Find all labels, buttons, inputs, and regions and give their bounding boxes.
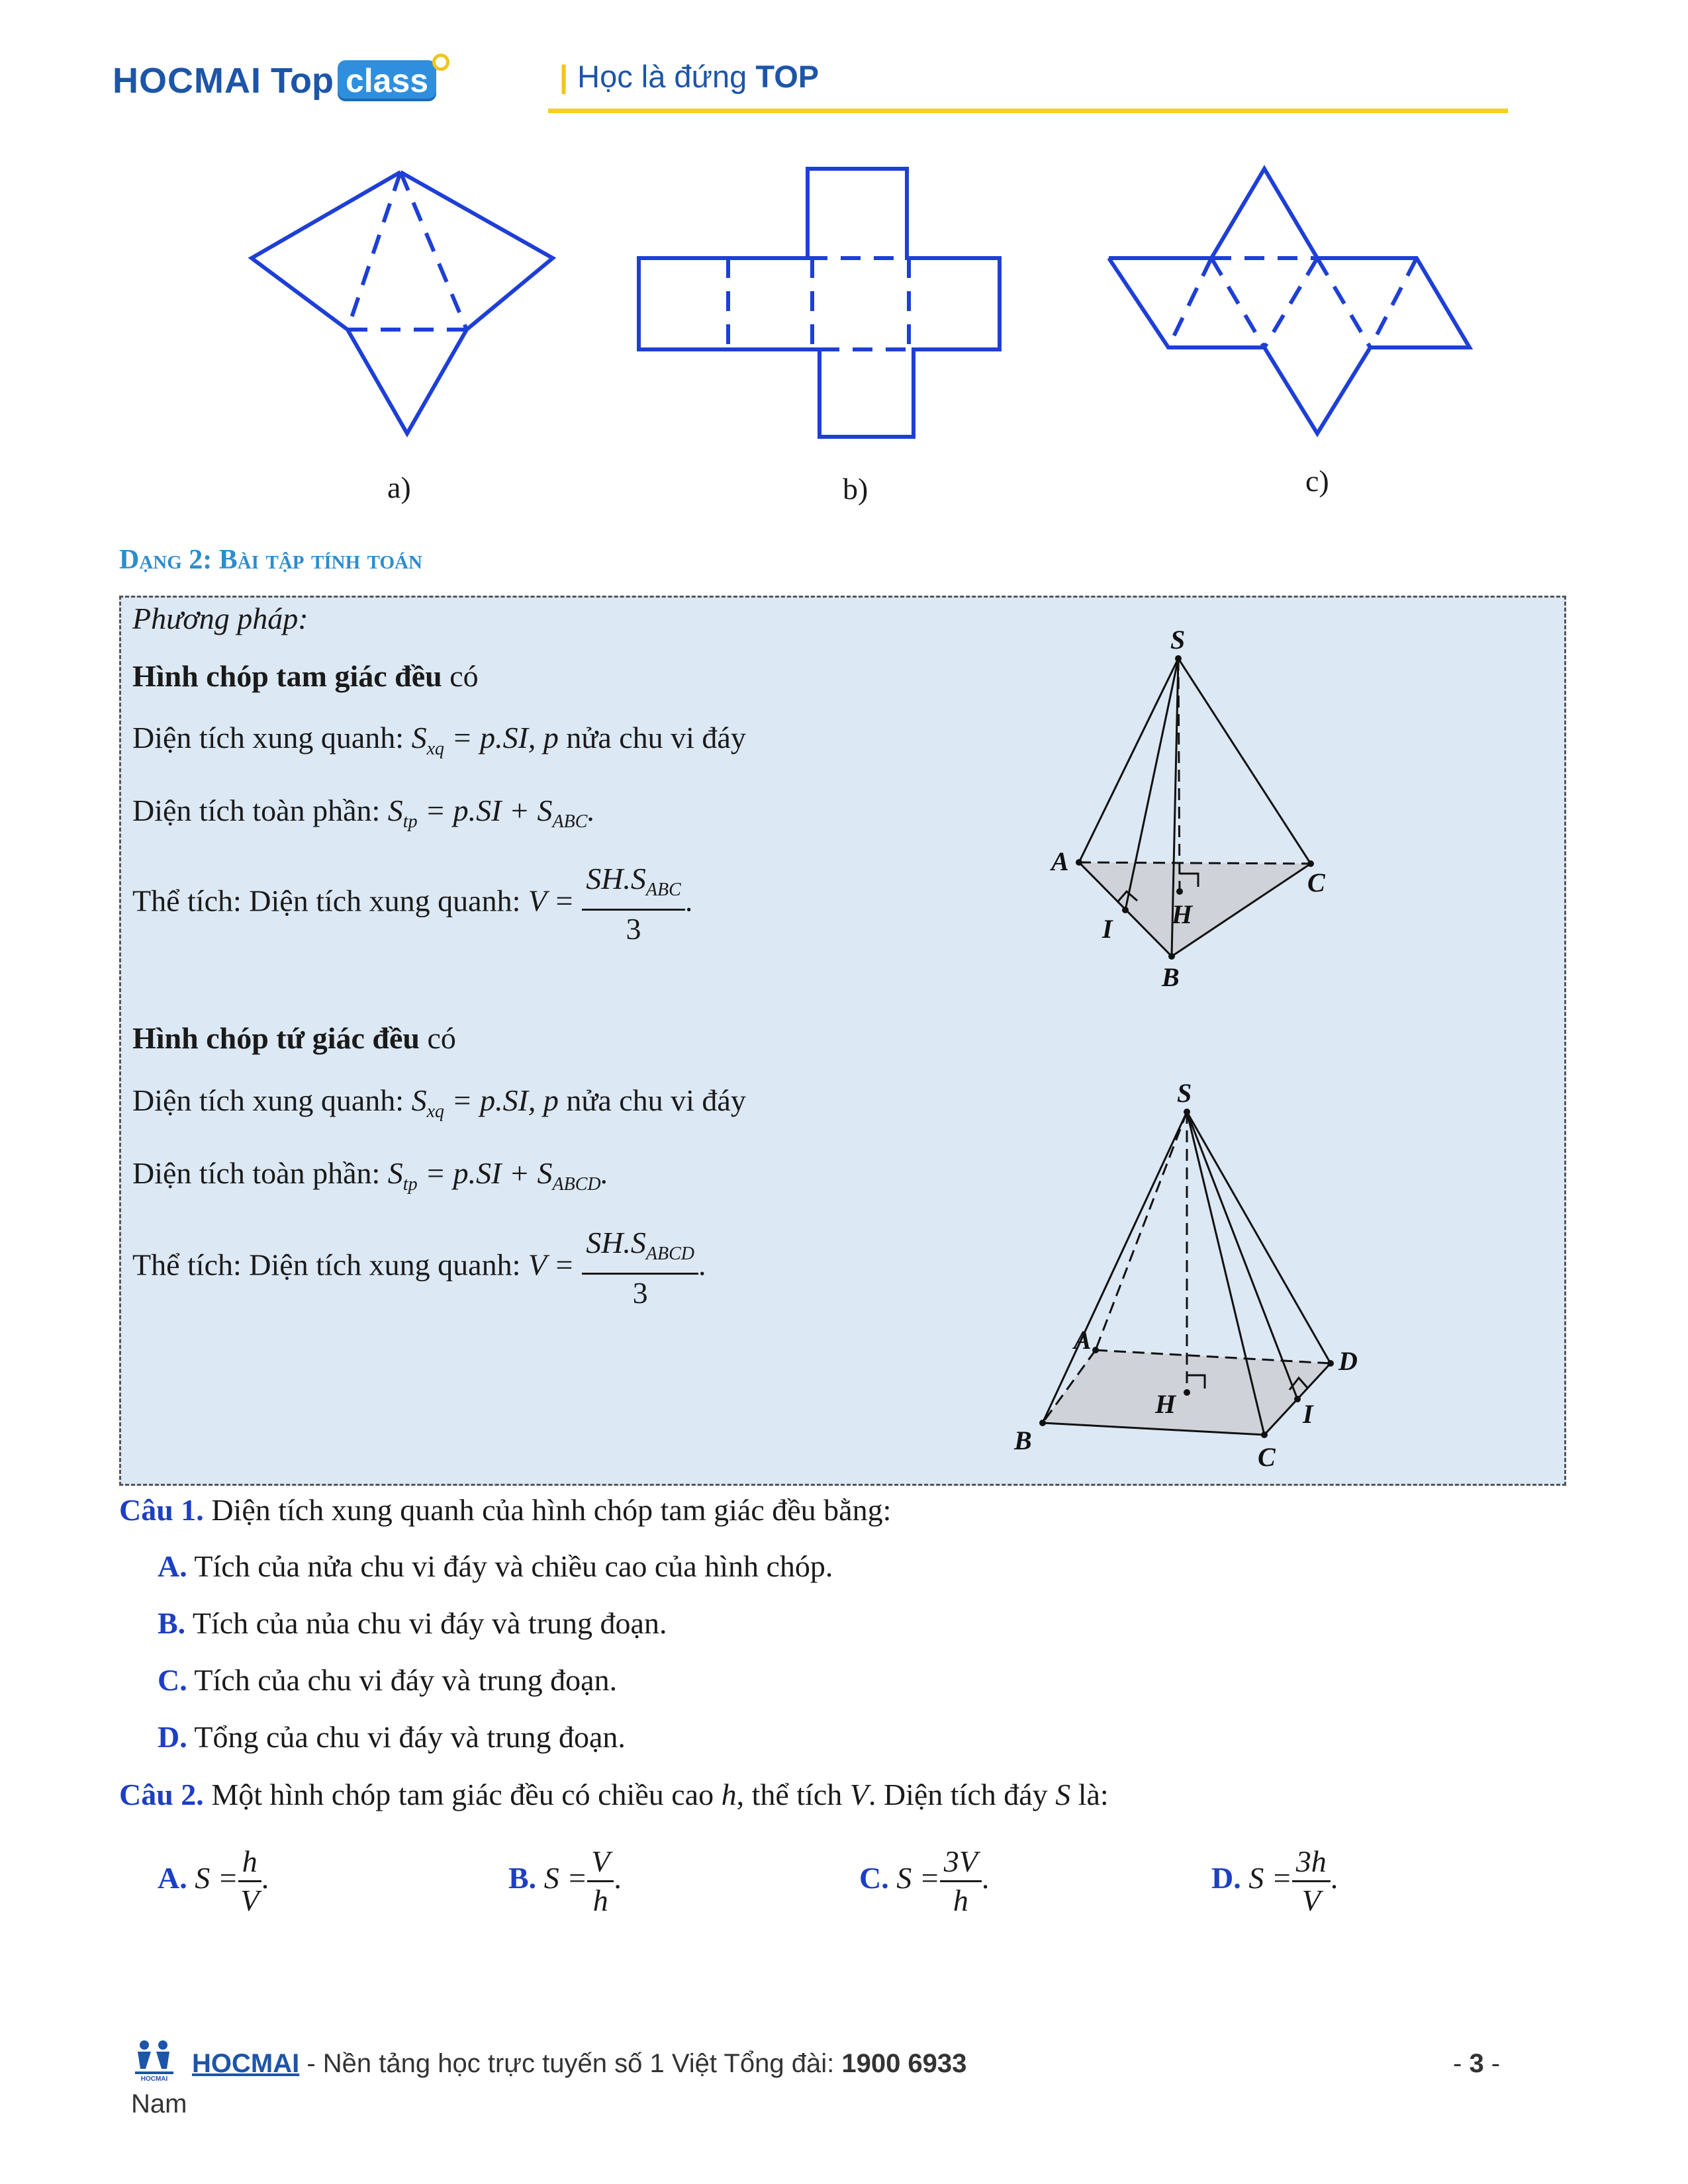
slogan-bold: TOP — [755, 59, 820, 94]
triangular-pyramid-figure — [1039, 619, 1357, 989]
tri-base-face — [1079, 862, 1311, 956]
edge-SA2 — [1096, 1112, 1187, 1350]
quad-stp-formula: $S_{tp} = p.SI + S_{ABCD}$. — [387, 1156, 609, 1195]
q2-option-b-den: h — [592, 1884, 608, 1917]
tri-sxq-tail: nửa chu vi đáy — [558, 721, 746, 754]
logo-class: class — [338, 60, 436, 101]
figure-a-fold-2 — [400, 172, 467, 330]
q2-option-d[interactable]: D. S = $\frac{3h}{V}$ . — [1211, 1843, 1338, 1919]
figure-c-fold-2 — [1168, 258, 1211, 347]
quad-stp-line — [132, 1156, 608, 1195]
quad-vol-fraction — [582, 1224, 698, 1312]
quad-stp-label: Diện tích toàn phần: — [132, 1156, 388, 1190]
figure-a-net — [238, 159, 569, 443]
quad-vol-line: Thể tích: Diện tích xung quanh: V = $\frac{SH.S_{ABCD}}{3}$ . — [132, 1224, 706, 1312]
q2-option-b-key: B. — [508, 1861, 537, 1895]
fig2-label-D: D — [1338, 1346, 1358, 1376]
quad-vol-label: Thể tích: Diện tích xung quanh: — [132, 1248, 528, 1282]
q2-text-b: , thể tích — [736, 1778, 850, 1811]
figure-c-label: c) — [1305, 464, 1329, 498]
q2-option-d-fraction — [1292, 1843, 1331, 1919]
quad-title-rest: có — [420, 1021, 456, 1055]
footer-tagline: - Nền tảng học trực tuyến số 1 Việt Tổng đài: — [299, 2049, 842, 2078]
fig2-label-A: A — [1074, 1325, 1092, 1355]
figure-a-fold-1 — [348, 172, 400, 330]
figure-c-fold-6 — [1370, 258, 1417, 347]
edge-SI2 — [1187, 1112, 1297, 1399]
tri-vol-label: Thể tích: Diện tích xung quanh: — [132, 884, 528, 918]
quad-stp-sub: ABCD — [552, 1174, 601, 1195]
q2-option-d-key: D. — [1211, 1861, 1241, 1895]
footer-text — [192, 2049, 966, 2079]
figure-c-net — [1102, 162, 1486, 440]
q2-text-c: . Diện tích đáy — [868, 1778, 1056, 1811]
quad-sxq-tail: nửa chu vi đáy — [558, 1083, 746, 1117]
tri-vol-line: Thể tích: Diện tích xung quanh: V = $\frac{SH.S_{ABC}}{3}$ . — [132, 860, 692, 948]
fig2-label-S: S — [1177, 1078, 1192, 1108]
q2-text-a: Một hình chóp tam giác đều có chiều cao — [203, 1778, 722, 1811]
figure-c-outline — [1109, 169, 1470, 433]
page-number: - 3 - — [1453, 2049, 1501, 2078]
q2-option-b-fraction — [587, 1843, 614, 1919]
q2-option-b[interactable]: B. S = $\frac{V}{h}$ . — [508, 1843, 622, 1919]
edge-SC — [1178, 659, 1311, 864]
q1-option-b-key: B. — [158, 1606, 186, 1640]
page-number-value: 3 — [1469, 2049, 1484, 2078]
tri-sxq-formula: $S_{xq} = p.SI$, p — [411, 721, 559, 760]
quad-vol-den: 3 — [632, 1276, 648, 1310]
footer-brand-link[interactable]: HOCMAI — [192, 2049, 300, 2078]
q1-stem — [119, 1492, 891, 1527]
q1-option-d-text: Tổng của chu vi đáy và trung đoạn. — [187, 1720, 626, 1754]
q2-option-c-key: C. — [859, 1861, 889, 1895]
tri-title-rest: có — [442, 659, 479, 693]
tri-stp-formula: $S_{tp} = p.SI + S_{ABC}$. — [387, 794, 595, 833]
quad-vol-sub: ABCD — [645, 1244, 695, 1265]
slogan-bar-icon: | — [559, 59, 569, 94]
fig1-label-H: H — [1172, 899, 1193, 929]
q1-option-b-text: Tích của nủa chu vi đáy và trung đoạn. — [185, 1606, 667, 1640]
q2-option-a-fraction — [238, 1843, 261, 1919]
section-title: Dạng 2: Bài tập tính toán — [119, 545, 422, 575]
tri-title — [132, 659, 479, 694]
footer-logo-caption: HOCMAI — [140, 2075, 168, 2083]
edge-SA — [1079, 659, 1178, 862]
q1-option-c-key: C. — [158, 1663, 187, 1697]
q2-text-d: là: — [1070, 1778, 1109, 1811]
quad-title — [132, 1021, 456, 1056]
q2-number: Câu 2. — [119, 1778, 204, 1811]
tri-stp-sub: ABC — [552, 811, 588, 833]
figure-c-fold-3 — [1211, 258, 1264, 347]
sun-icon — [432, 54, 449, 71]
q2-option-d-den: V — [1301, 1884, 1321, 1917]
q2-option-c-num: 3V — [940, 1843, 982, 1882]
q2-option-c-den: h — [953, 1884, 968, 1917]
brand-logo — [113, 54, 449, 107]
quad-sxq-formula: $S_{xq} = p.SI$, p — [411, 1083, 559, 1122]
q2-option-a[interactable]: A. S = $\frac{h}{V}$ . — [158, 1843, 269, 1919]
tri-stp-label: Diện tích toàn phần: — [132, 794, 388, 827]
q2-option-c[interactable]: C. S = $\frac{3V}{h}$ . — [859, 1843, 989, 1919]
q1-option-b[interactable] — [158, 1606, 667, 1641]
q1-option-d[interactable] — [158, 1719, 626, 1754]
tri-sxq-line — [132, 720, 746, 760]
figure-b-outline — [639, 169, 1000, 437]
tri-vol-lhs: V = — [528, 884, 583, 918]
tri-vol-den: 3 — [626, 912, 641, 946]
tri-vol-fraction — [582, 860, 685, 948]
square-pyramid-figure — [1000, 1072, 1410, 1482]
q2-option-a-key: A. — [158, 1861, 187, 1895]
logo-top: Top — [270, 61, 334, 101]
tri-vol-sub: ABC — [645, 880, 681, 901]
figure-c-fold-4 — [1264, 258, 1317, 347]
quad-vol-num: SH.S — [586, 1226, 646, 1259]
fig1-label-A: A — [1051, 846, 1069, 876]
q1-option-c[interactable] — [158, 1662, 617, 1698]
q1-option-a[interactable] — [158, 1549, 833, 1584]
q2-option-c-fraction — [940, 1843, 982, 1919]
fig1-label-B: B — [1162, 962, 1180, 989]
q1-option-c-text: Tích của chu vi đáy và trung đoạn. — [187, 1663, 618, 1697]
slogan-prefix: Học là đứng — [577, 59, 756, 94]
q2-option-a-den: V — [240, 1884, 259, 1917]
tri-sxq-label: Diện tích xung quanh: — [132, 721, 412, 754]
edge-SD2 — [1187, 1112, 1331, 1363]
header-divider — [548, 109, 1508, 113]
hocmai-footer-icon — [131, 2037, 177, 2083]
q2-option-b-num: V — [587, 1843, 614, 1882]
quad-sxq-label: Diện tích xung quanh: — [132, 1083, 412, 1117]
q1-number: Câu 1. — [119, 1493, 204, 1527]
fig1-label-C: C — [1307, 868, 1325, 897]
q2-option-a-num: h — [238, 1843, 261, 1882]
figure-a-label: a) — [387, 471, 411, 504]
tri-vol-num: SH.S — [586, 862, 646, 895]
fig2-label-I: I — [1303, 1399, 1313, 1429]
figure-c-fold-5 — [1317, 258, 1370, 347]
tri-title-bold: Hình chóp tam giác đều — [132, 659, 442, 693]
q1-option-a-key: A. — [158, 1549, 187, 1583]
fig1-label-S: S — [1170, 625, 1186, 655]
q2-option-d-num: 3h — [1292, 1843, 1331, 1882]
figure-b-label: b) — [843, 472, 868, 506]
q1-option-a-text: Tích của nửa chu vi đáy và chiều cao của hình chóp. — [187, 1549, 833, 1583]
quad-title-bold: Hình chóp tứ giác đều — [132, 1021, 420, 1055]
figure-a-outline — [252, 172, 553, 433]
quad-vol-lhs: V = — [528, 1248, 583, 1282]
header-slogan — [559, 58, 819, 95]
fig1-label-I: I — [1102, 914, 1113, 944]
figure-b-net — [632, 162, 1016, 447]
q2-var-s: S — [1055, 1778, 1071, 1811]
fig2-label-B: B — [1014, 1426, 1032, 1455]
fig2-label-C: C — [1258, 1442, 1276, 1472]
q2-var-v: V — [849, 1778, 868, 1811]
quad-sxq-line — [132, 1083, 746, 1122]
method-heading: Phương pháp: — [132, 602, 308, 635]
q1-option-d-key: D. — [158, 1720, 187, 1754]
fig2-label-H: H — [1155, 1389, 1176, 1419]
q2-var-h: h — [721, 1778, 737, 1811]
q2-stem — [119, 1777, 1109, 1812]
tri-stp-line — [132, 793, 595, 833]
footer-nam: Nam — [131, 2089, 187, 2118]
logo-hocmai: HOCMAI — [113, 61, 261, 101]
footer-phone: 1900 6933 — [841, 2049, 967, 2078]
q1-text: Diện tích xung quanh của hình chóp tam giác đều bằng: — [203, 1493, 892, 1527]
